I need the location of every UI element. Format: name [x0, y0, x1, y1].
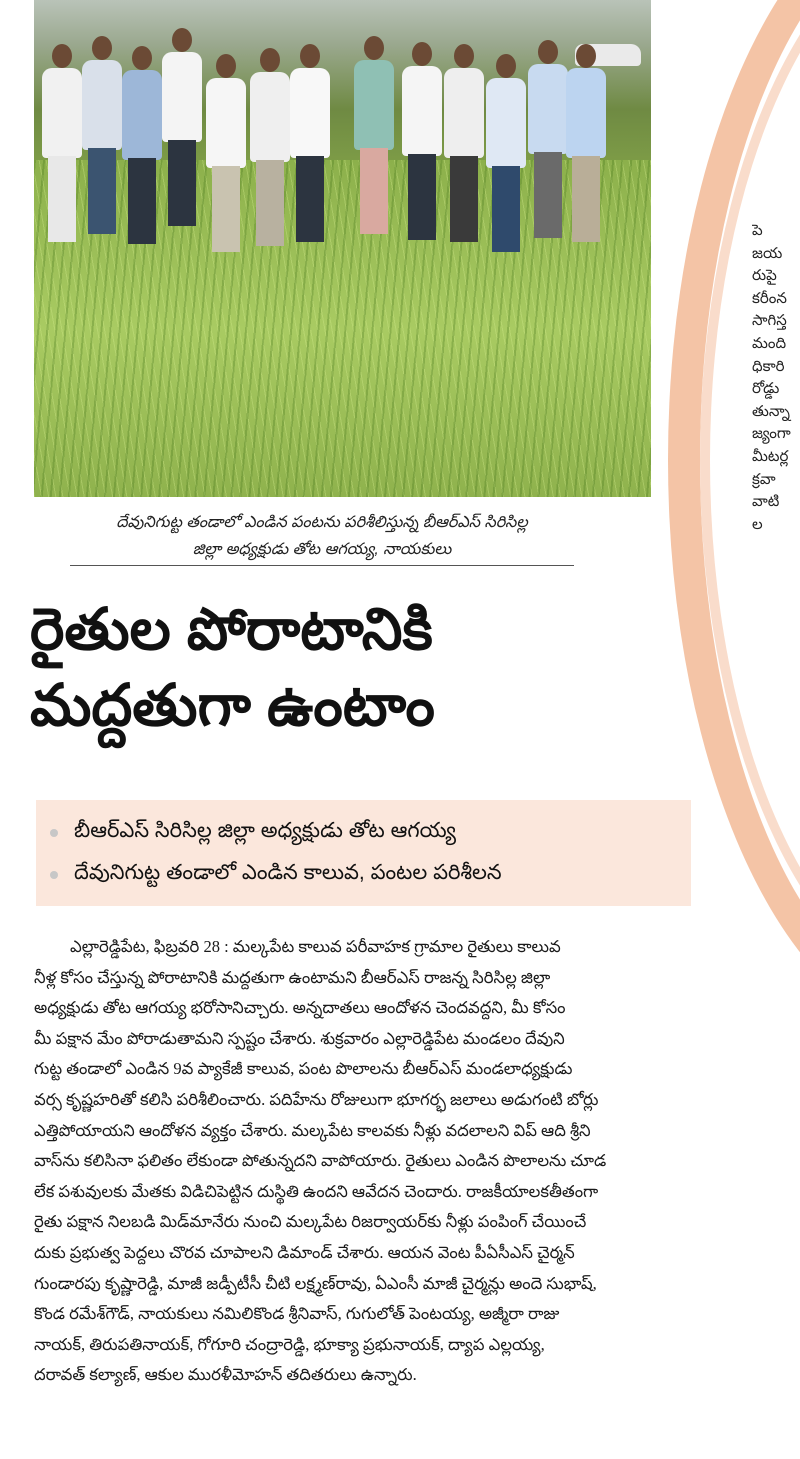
person: [442, 44, 486, 244]
body-line: ఎత్తిపోయాయని ఆందోళన వ్యక్తం చేశారు. మల్కపేట కాలవకు నీళ్లు వదలాలని విప్ ఆది శ్రీని: [34, 1120, 591, 1140]
news-photo: [34, 0, 651, 497]
bullet-icon: [50, 829, 58, 837]
caption-line: దేవునిగుట్ట తండాలో ఎండిన పంటను పరిశీలిస్తున్న బీఆర్ఎస్ సిరిసిల్ల: [116, 514, 528, 531]
highlight-text: బీఆర్ఎస్ సిరిసిల్ల జిల్లా అధ్యక్షుడు తోట ఆగయ్య: [74, 818, 456, 842]
side-column-fragment: రోడ్డు: [752, 381, 780, 398]
side-column-fragment: పె: [752, 223, 763, 239]
body-line: లేక పశువులకు మేతకు విడిచిపెట్టిన దుస్థితి ఉందని ఆవేదన చెందారు. రాజకీయాలకతీతంగా: [34, 1181, 599, 1201]
side-column-fragment: జ్యంగా: [752, 426, 791, 443]
side-column-fragment: రుపై: [752, 268, 777, 285]
highlights-box: [36, 800, 691, 906]
person: [40, 44, 84, 244]
side-column-fragment: సాగిస్త: [752, 313, 787, 330]
person: [204, 54, 248, 254]
article-body: [34, 932, 786, 1391]
adjacent-article-column: [752, 220, 800, 536]
person: [160, 28, 204, 228]
body-line: వర్స కృష్ణహరితో కలిసి పరిశీలించారు. పదిహేను రోజులుగా భూగర్భ జలాలు అడుగంటి బోర్లు: [34, 1089, 599, 1109]
side-column-fragment: మీటర్ల: [752, 448, 789, 465]
body-line: గుండారపు కృష్ణారెడ్డి, మాజీ జడ్పీటీసీ చీటి లక్ష్మణ్‌రావు, ఏఎంసీ మాజీ చైర్మన్లు అందె సుభాష్,: [34, 1273, 597, 1293]
body-line: దుకు ప్రభుత్వ పెద్దలు చొరవ చూపాలని డిమాండ్ చేశారు. ఆయన వెంట పీఏసీఎస్ చైర్మన్: [34, 1242, 575, 1262]
body-line: అధ్యక్షుడు తోట ఆగయ్య భరోసానిచ్చారు. అన్నదాతలు ఆందోళన చెందవద్దని, మీ కోసం: [34, 998, 566, 1018]
side-column-fragment: జయ: [752, 245, 783, 262]
body-line: ఎల్లారెడ్డిపేట, ఫిబ్రవరి 28 : మల్కపేట కాలువ పరీవాహక గ్రామాల రైతులు కాలువ: [70, 937, 561, 956]
highlight-item: [50, 812, 691, 854]
side-column-fragment: క్రవా: [752, 471, 776, 488]
body-line: రైతు పక్షాన నిలబడి మిడ్‌మానేరు నుంచి మల్కపేట రిజర్వాయర్‌కు నీళ్లు పంపింగ్ చేయించే: [34, 1212, 587, 1232]
body-line: గుట్ట తండాలో ఎండిన 9వ ప్యాకేజీ కాలువ, పంట పొలాలను బీఆర్ఎస్ మండలాధ్యక్షుడు: [34, 1059, 573, 1079]
highlight-item: [50, 854, 691, 896]
person: [288, 44, 332, 244]
caption-line: జిల్లా అధ్యక్షుడు తోట ఆగయ్య, నాయకులు: [192, 541, 452, 558]
body-line: మీ పక్షాన మేం పోరాడుతామని స్పష్టం చేశారు. శుక్రవారం ఎల్లారెడ్డిపేట మండలం దేవుని: [34, 1028, 565, 1048]
person: [352, 36, 396, 236]
photo-caption: [70, 509, 574, 566]
person: [248, 48, 292, 248]
body-line: దరావత్ కల్యాణ్, ఆకుల మురళీమోహన్ తదితరులు ఉన్నారు.: [34, 1365, 417, 1385]
side-column-fragment: ల: [752, 516, 763, 533]
headline: [30, 592, 690, 744]
person: [120, 46, 164, 246]
side-column-fragment: వాటి: [752, 494, 780, 511]
headline-line: మద్దతుగా ఉంటాం: [30, 673, 435, 738]
person: [564, 44, 608, 244]
highlight-text: దేవునిగుట్ట తండాలో ఎండిన కాలువ, పంటల పరిశీలన: [74, 860, 502, 884]
bullet-icon: [50, 871, 58, 879]
side-column-fragment: ధికారి: [752, 358, 785, 375]
body-line: నాయక్, తిరుపతినాయక్, గోగూరి చంద్రారెడ్డి, భూక్యా ప్రభునాయక్, ద్యాప ఎల్లయ్య,: [34, 1334, 545, 1354]
side-column-fragment: మంది: [752, 335, 787, 352]
person: [80, 36, 124, 236]
body-line: కొండ రమేశ్‌గౌడ్, నాయకులు నమిలికొండ శ్రీనివాస్, గుగులోత్ పెంటయ్య, అజ్మీరా రాజు: [34, 1304, 560, 1324]
headline-line: రైతుల పోరాటానికి: [30, 597, 433, 662]
side-column-fragment: కరీంన: [752, 290, 787, 307]
body-line: నీళ్ల కోసం చేస్తున్న పోరాటానికి మద్దతుగా ఉంటామని బీఆర్ఎస్ రాజన్న సిరిసిల్ల జిల్లా: [34, 967, 551, 987]
side-column-fragment: తున్నా: [752, 403, 790, 420]
body-line: వాస్‌ను కలిసినా ఫలితం లేకుండా పోతున్నదని వాపోయారు. రైతులు ఎండిన పొలాలను చూడ: [34, 1151, 607, 1171]
person: [400, 42, 444, 242]
person: [484, 54, 528, 254]
